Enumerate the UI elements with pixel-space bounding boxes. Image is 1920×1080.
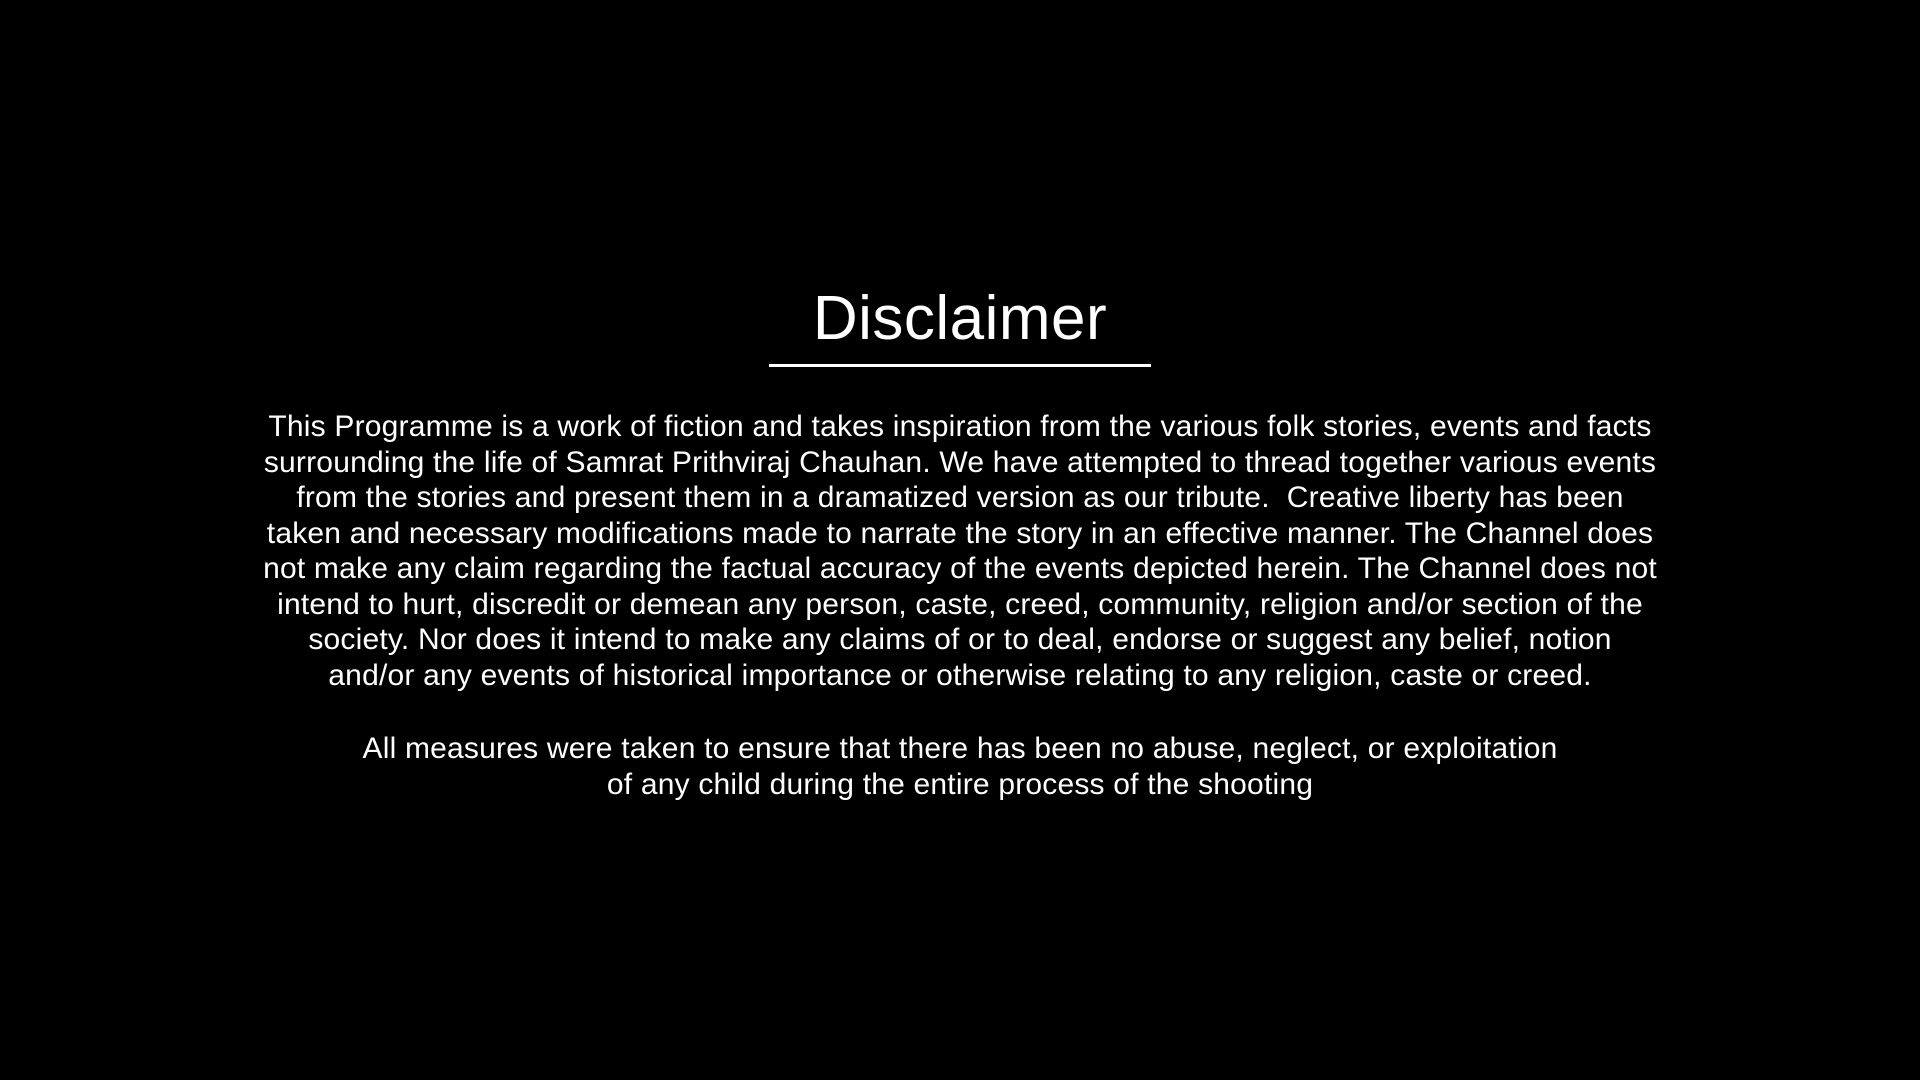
title-underline (769, 364, 1151, 367)
disclaimer-line: surrounding the life of Samrat Prithviraj Chauhan. We have attempted to thread together various events (263, 445, 1657, 479)
disclaimer-line: All measures were taken to ensure that there has been no abuse, neglect, or exploitation (362, 732, 1558, 765)
disclaimer-line: intend to hurt, discredit or demean any person, caste, creed, community, religion and/or section of the (277, 587, 1643, 621)
disclaimer-line: not make any claim regarding the factual accuracy of the events depicted herein. The Channel does not (263, 552, 1657, 585)
disclaimer-content (0, 282, 1920, 802)
disclaimer-paragraph-2 (363, 731, 1558, 802)
page-title: Disclaimer (812, 284, 1108, 353)
disclaimer-line: of any child during the entire process of the shooting (606, 767, 1314, 801)
disclaimer-line: and/or any events of historical importance or otherwise relating to any religion, caste or creed. (328, 658, 1592, 692)
disclaimer-line: from the stories and present them in a dramatized version as our tribute. Creative liberty has been (296, 481, 1624, 514)
disclaimer-line: society. Nor does it intend to make any claims of or to deal, endorse or suggest any belief, notion (308, 623, 1612, 656)
disclaimer-paragraph-1 (263, 409, 1657, 693)
disclaimer-line: This Programme is a work of fiction and takes inspiration from the various folk stories, events and facts (268, 410, 1652, 443)
disclaimer-line: taken and necessary modifications made to narrate the story in an effective manner. The Channel does (266, 516, 1654, 550)
